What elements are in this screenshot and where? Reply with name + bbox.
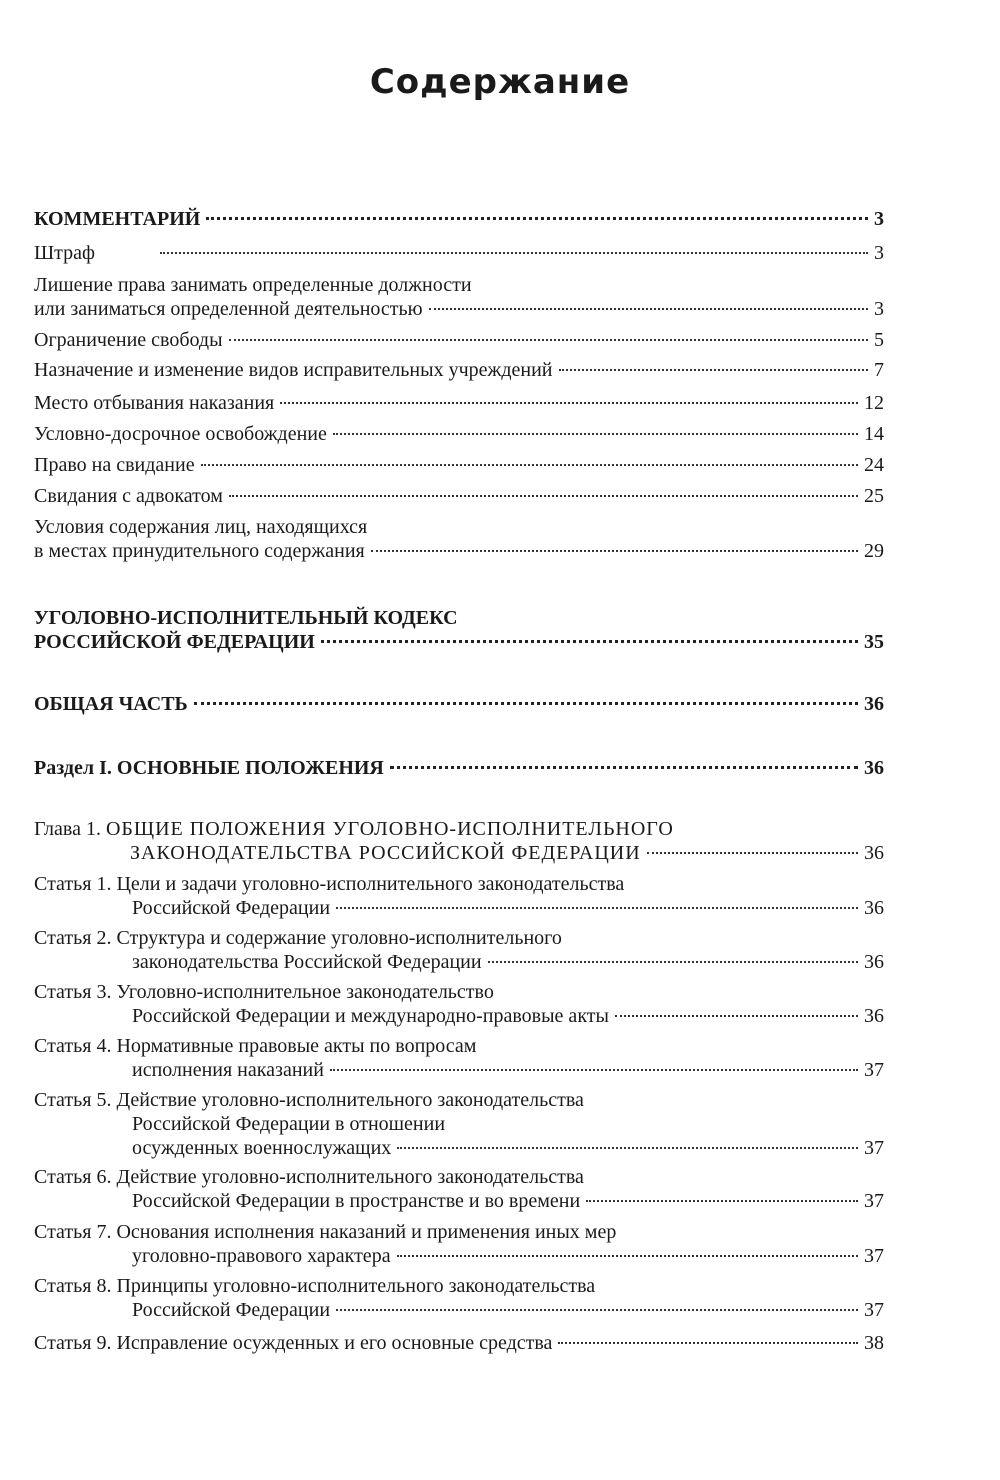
dot-leader — [397, 1147, 858, 1149]
toc-page-number: 37 — [864, 1137, 884, 1159]
dot-leader — [488, 961, 858, 963]
toc-entry-text: КОММЕНТАРИЙ — [34, 208, 201, 230]
toc-entry-text: Назначение и изменение видов исправительных учреждений — [34, 359, 553, 381]
toc-entry-parole[interactable] — [34, 422, 884, 446]
toc-page-number: 36 — [864, 842, 884, 864]
toc-entry-general-part[interactable] — [34, 692, 884, 716]
toc-entry-conditions[interactable] — [34, 515, 884, 563]
dot-leader — [160, 252, 868, 254]
toc-page-number: 3 — [874, 208, 884, 230]
toc-entry-text: Условия содержания лиц, находящихся — [34, 516, 368, 538]
toc-entry-text: Нормативные правовые акты по вопросам — [116, 1035, 477, 1057]
dot-leader — [371, 550, 858, 552]
dot-leader — [586, 1200, 858, 1202]
toc-entry-text: ЗАКОНОДАТЕЛЬСТВА РОССИЙСКОЙ ФЕДЕРАЦИИ — [130, 842, 641, 864]
toc-entry-text: Российской Федерации и международно-правовые акты — [132, 1005, 609, 1027]
dot-leader — [647, 852, 858, 854]
toc-entry-text: Штраф — [34, 242, 95, 264]
toc-entry-text: Ограничение свободы — [34, 329, 223, 351]
toc-entry-text: Раздел I. ОСНОВНЫЕ ПОЛОЖЕНИЯ — [34, 757, 384, 779]
toc-entry-article-5[interactable] — [34, 1088, 884, 1160]
dot-leader — [201, 464, 858, 466]
article-prefix: Статья 1. — [34, 873, 112, 895]
toc-entry-text: Основания исполнения наказаний и применения иных мер — [116, 1221, 617, 1243]
toc-entry-text: ОБЩАЯ ЧАСТЬ — [34, 693, 188, 715]
toc-entry-section-1[interactable] — [34, 756, 884, 780]
toc-entry-text: Право на свидание — [34, 454, 195, 476]
toc-entry-article-9[interactable] — [34, 1331, 884, 1355]
toc-page-number: 12 — [864, 392, 884, 414]
toc-entry-institutions[interactable] — [34, 358, 884, 382]
toc-entry-text: Российской Федерации — [132, 897, 331, 919]
toc-page-number: 29 — [864, 540, 884, 562]
dot-leader — [429, 308, 868, 310]
toc-page-number: 36 — [864, 897, 884, 919]
toc-page-number: 38 — [864, 1332, 884, 1354]
toc-entry-text: Действие уголовно-исполнительного законодательства — [116, 1089, 584, 1111]
toc-entry-article-3[interactable] — [34, 980, 884, 1028]
toc-page-number: 35 — [864, 631, 884, 653]
toc-entry-fine[interactable] — [34, 241, 884, 265]
chapter-prefix: Глава 1. — [34, 818, 101, 840]
article-prefix: Статья 4. — [34, 1035, 112, 1057]
dot-leader — [397, 1255, 858, 1257]
toc-page-number: 36 — [864, 693, 884, 715]
toc-page-number: 36 — [864, 951, 884, 973]
toc-entry-text: Российской Федерации в пространстве и во времени — [132, 1190, 581, 1212]
toc-entry-text: Цели и задачи уголовно-исполнительного законодательства — [116, 873, 625, 895]
toc-page-number: 3 — [874, 298, 884, 320]
toc-page-number: 14 — [864, 423, 884, 445]
dot-leader — [229, 495, 858, 497]
toc-entry-visit-right[interactable] — [34, 453, 884, 477]
toc-entry-text: УГОЛОВНО-ИСПОЛНИТЕЛЬНЫЙ КОДЕКС — [34, 607, 458, 629]
page-title: Содержание — [369, 62, 631, 102]
toc-entry-text: осужденных военнослужащих — [132, 1137, 392, 1159]
toc-entry-restriction[interactable] — [34, 328, 884, 352]
toc-entry-text: или заниматься определенной деятельностью — [34, 298, 423, 320]
toc-page-number: 36 — [864, 1005, 884, 1027]
toc-entry-lawyer[interactable] — [34, 484, 884, 508]
dot-leader — [206, 217, 868, 220]
dot-leader — [280, 402, 858, 404]
toc-entry-article-4[interactable] — [34, 1034, 884, 1082]
toc-entry-article-6[interactable] — [34, 1165, 884, 1213]
toc-entry-deprivation[interactable] — [34, 273, 884, 321]
dot-leader — [336, 907, 858, 909]
toc-entry-text: Уголовно-исполнительное законодательство — [116, 981, 494, 1003]
toc-page-number: 5 — [874, 329, 884, 351]
toc-page-number: 36 — [864, 757, 884, 779]
toc-page-number: 37 — [864, 1059, 884, 1081]
dot-leader — [333, 433, 858, 435]
toc-entry-text: РОССИЙСКОЙ ФЕДЕРАЦИИ — [34, 631, 315, 653]
toc-entry-article-8[interactable] — [34, 1274, 884, 1322]
toc-entry-text: Российской Федерации в отношении — [132, 1113, 446, 1135]
article-prefix: Статья 6. — [34, 1166, 112, 1188]
toc-entry-text: Свидания с адвокатом — [34, 485, 223, 507]
dot-leader — [229, 339, 868, 341]
toc-entry-text: законодательства Российской Федерации — [132, 951, 482, 973]
toc-entry-text: Структура и содержание уголовно-исполнительного — [116, 927, 562, 949]
toc-entry-text: исполнения наказаний — [132, 1059, 324, 1081]
toc-entry-article-7[interactable] — [34, 1220, 884, 1268]
toc-entry-commentary[interactable] — [34, 207, 884, 231]
dot-leader — [390, 766, 858, 769]
dot-leader — [194, 702, 858, 705]
toc-page-number: 3 — [874, 242, 884, 264]
toc-entry-text: Место отбывания наказания — [34, 392, 275, 414]
article-prefix: Статья 7. — [34, 1221, 112, 1243]
toc-entry-text: Исправление осужденных и его основные средства — [116, 1332, 553, 1354]
toc-page-number: 24 — [864, 454, 884, 476]
toc-entry-article-2[interactable] — [34, 926, 884, 974]
toc-entry-text: ОБЩИЕ ПОЛОЖЕНИЯ УГОЛОВНО-ИСПОЛНИТЕЛЬНОГО — [105, 818, 674, 840]
article-prefix: Статья 2. — [34, 927, 112, 949]
article-prefix: Статья 3. — [34, 981, 112, 1003]
toc-page-number: 25 — [864, 485, 884, 507]
toc-entry-text: Принципы уголовно-исполнительного законодательства — [116, 1275, 596, 1297]
dot-leader — [558, 1342, 858, 1344]
dot-leader — [330, 1069, 858, 1071]
toc-entry-text: Российской Федерации — [132, 1299, 331, 1321]
toc-entry-chapter-1[interactable] — [34, 817, 884, 865]
toc-entry-text: уголовно-правового характера — [132, 1245, 391, 1267]
toc-entry-code[interactable] — [34, 606, 884, 654]
dot-leader — [615, 1015, 858, 1017]
toc-entry-text: Условно-досрочное освобождение — [34, 423, 327, 445]
toc-page-number: 7 — [874, 359, 884, 381]
toc-page-number: 37 — [864, 1190, 884, 1212]
article-prefix: Статья 8. — [34, 1275, 112, 1297]
dot-leader — [321, 640, 858, 643]
toc-page-number: 37 — [864, 1245, 884, 1267]
toc-entry-text: в местах принудительного содержания — [34, 540, 365, 562]
toc-entry-place[interactable] — [34, 391, 884, 415]
article-prefix: Статья 5. — [34, 1089, 112, 1111]
dot-leader — [336, 1309, 858, 1311]
toc-page-number: 37 — [864, 1299, 884, 1321]
toc-entry-article-1[interactable] — [34, 872, 884, 920]
dot-leader — [559, 369, 869, 371]
article-prefix: Статья 9. — [34, 1332, 112, 1354]
toc-entry-text: Лишение права занимать определенные должности — [34, 274, 472, 296]
toc-entry-text: Действие уголовно-исполнительного законодательства — [116, 1166, 584, 1188]
